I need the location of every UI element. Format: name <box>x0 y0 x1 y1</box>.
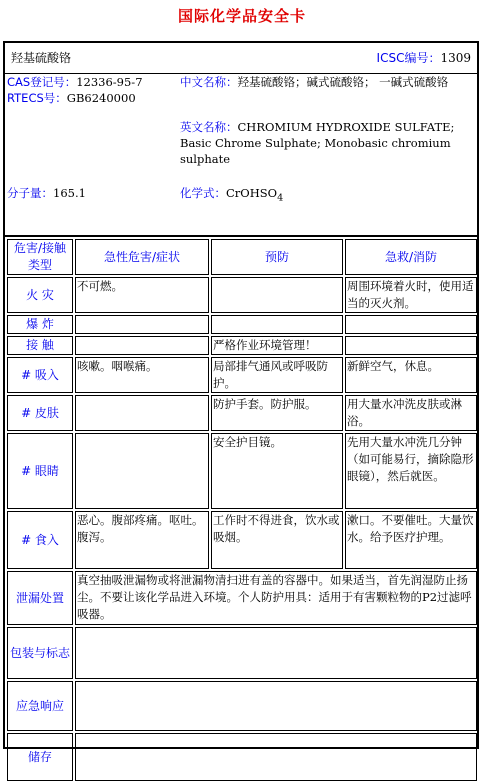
mw-value: 165.1 <box>53 186 86 200</box>
hazard-type: 接 触 <box>7 336 73 355</box>
hazard-type: # 食入 <box>7 511 73 569</box>
hazard-row <box>7 395 477 431</box>
first-aid <box>345 336 477 355</box>
acute-hazard <box>75 395 209 431</box>
hazard-type: # 眼睛 <box>7 433 73 509</box>
en-value: CHROMIUM HYDROXIDE SULFATE; Basic Chrome Sulphate; Monobasic chromium sulphate <box>180 120 455 166</box>
cas-value: 12336-95-7 <box>76 75 143 89</box>
hazard-row <box>7 315 477 334</box>
acute-hazard <box>75 336 209 355</box>
mw-label: 分子量： <box>7 186 53 200</box>
card-title: 国际化学品安全卡 <box>177 7 306 25</box>
section-label: 储存 <box>7 733 73 781</box>
en-label: 英文名称： <box>180 120 238 134</box>
column-header: 预防 <box>211 239 343 275</box>
prevention: 防护手套。防护服。 <box>211 395 343 431</box>
column-header: 急性危害/症状 <box>75 239 209 275</box>
prevention <box>211 277 343 313</box>
acute-hazard <box>75 433 209 509</box>
section-label: 泄漏处置 <box>7 571 73 625</box>
header-bar <box>5 43 477 74</box>
acute-hazard: 不可燃。 <box>75 277 209 313</box>
first-aid: 用大量水冲洗皮肤或淋浴。 <box>345 395 477 431</box>
molecular-weight <box>7 185 86 201</box>
hazard-type: 火 灾 <box>7 277 73 313</box>
hazard-type: # 皮肤 <box>7 395 73 431</box>
hazard-table <box>5 237 479 783</box>
first-aid: 漱口。不要催吐。大量饮水。给予医疗护理。 <box>345 511 477 569</box>
rtecs-number <box>7 90 136 106</box>
hazard-row <box>7 433 477 509</box>
prevention: 局部排气通风或呼吸防护。 <box>211 357 343 393</box>
section-row <box>7 627 477 679</box>
identity-block <box>5 73 477 237</box>
prevention: 安全护目镜。 <box>211 433 343 509</box>
acute-hazard: 咳嗽。咽喉痛。 <box>75 357 209 393</box>
section-label: 应急响应 <box>7 681 73 731</box>
cn-label: 中文名称： <box>180 75 238 89</box>
cas-number <box>7 74 143 90</box>
hazard-table-body <box>7 239 477 781</box>
column-header-row <box>7 239 477 275</box>
first-aid <box>345 315 477 334</box>
section-text <box>75 627 477 679</box>
chemical-name: 羟基硫酸铬 <box>11 51 72 65</box>
formula-label: 化学式： <box>180 186 226 200</box>
first-aid: 新鲜空气，休息。 <box>345 357 477 393</box>
section-text: 真空抽吸泄漏物或将泄漏物清扫进有盖的容器中。如果适当，首先润湿防止扬尘。不要让该化学品进入环境。个人防护用具：适用于有害颗粒物的P2过滤呼吸器。 <box>75 571 477 625</box>
hazard-row <box>7 511 477 569</box>
first-aid: 先用大量水冲洗几分钟（如可能易行，摘除隐形眼镜），然后就医。 <box>345 433 477 509</box>
formula-main: CrOHSO <box>226 186 278 200</box>
card-sheet <box>3 41 479 764</box>
section-row <box>7 733 477 781</box>
section-row <box>7 681 477 731</box>
acute-hazard: 恶心。腹部疼痛。呕吐。腹泻。 <box>75 511 209 569</box>
section-text <box>75 733 477 781</box>
section-label: 包装与标志 <box>7 627 73 679</box>
hazard-row <box>7 277 477 313</box>
icsc-value: 1309 <box>440 51 471 65</box>
rtecs-label: RTECS号： <box>7 91 67 105</box>
cas-label: CAS登记号： <box>7 75 77 89</box>
english-name <box>180 119 472 167</box>
rtecs-value: GB6240000 <box>66 91 136 105</box>
chemical-formula <box>180 185 472 206</box>
section-text <box>75 681 477 731</box>
hazard-grid <box>5 237 477 783</box>
icsc-label: ICSC编号： <box>376 51 441 65</box>
hazard-row <box>7 336 477 355</box>
column-header: 危害/接触类型 <box>7 239 73 275</box>
prevention: 工作时不得进食，饮水或吸烟。 <box>211 511 343 569</box>
section-row <box>7 571 477 625</box>
acute-hazard <box>75 315 209 334</box>
first-aid: 周围环境着火时，使用适当的灭火剂。 <box>345 277 477 313</box>
hazard-type: 爆 炸 <box>7 315 73 334</box>
hazard-type: # 吸入 <box>7 357 73 393</box>
cn-value: 羟基硫酸铬；碱式硫酸铬； 一碱式硫酸铬 <box>237 75 449 89</box>
formula-sub: 4 <box>277 192 284 204</box>
icsc-number <box>377 49 471 66</box>
prevention <box>211 315 343 334</box>
hazard-row <box>7 357 477 393</box>
chinese-name <box>180 74 472 90</box>
column-header: 急救/消防 <box>345 239 477 275</box>
prevention: 严格作业环境管理！ <box>211 336 343 355</box>
